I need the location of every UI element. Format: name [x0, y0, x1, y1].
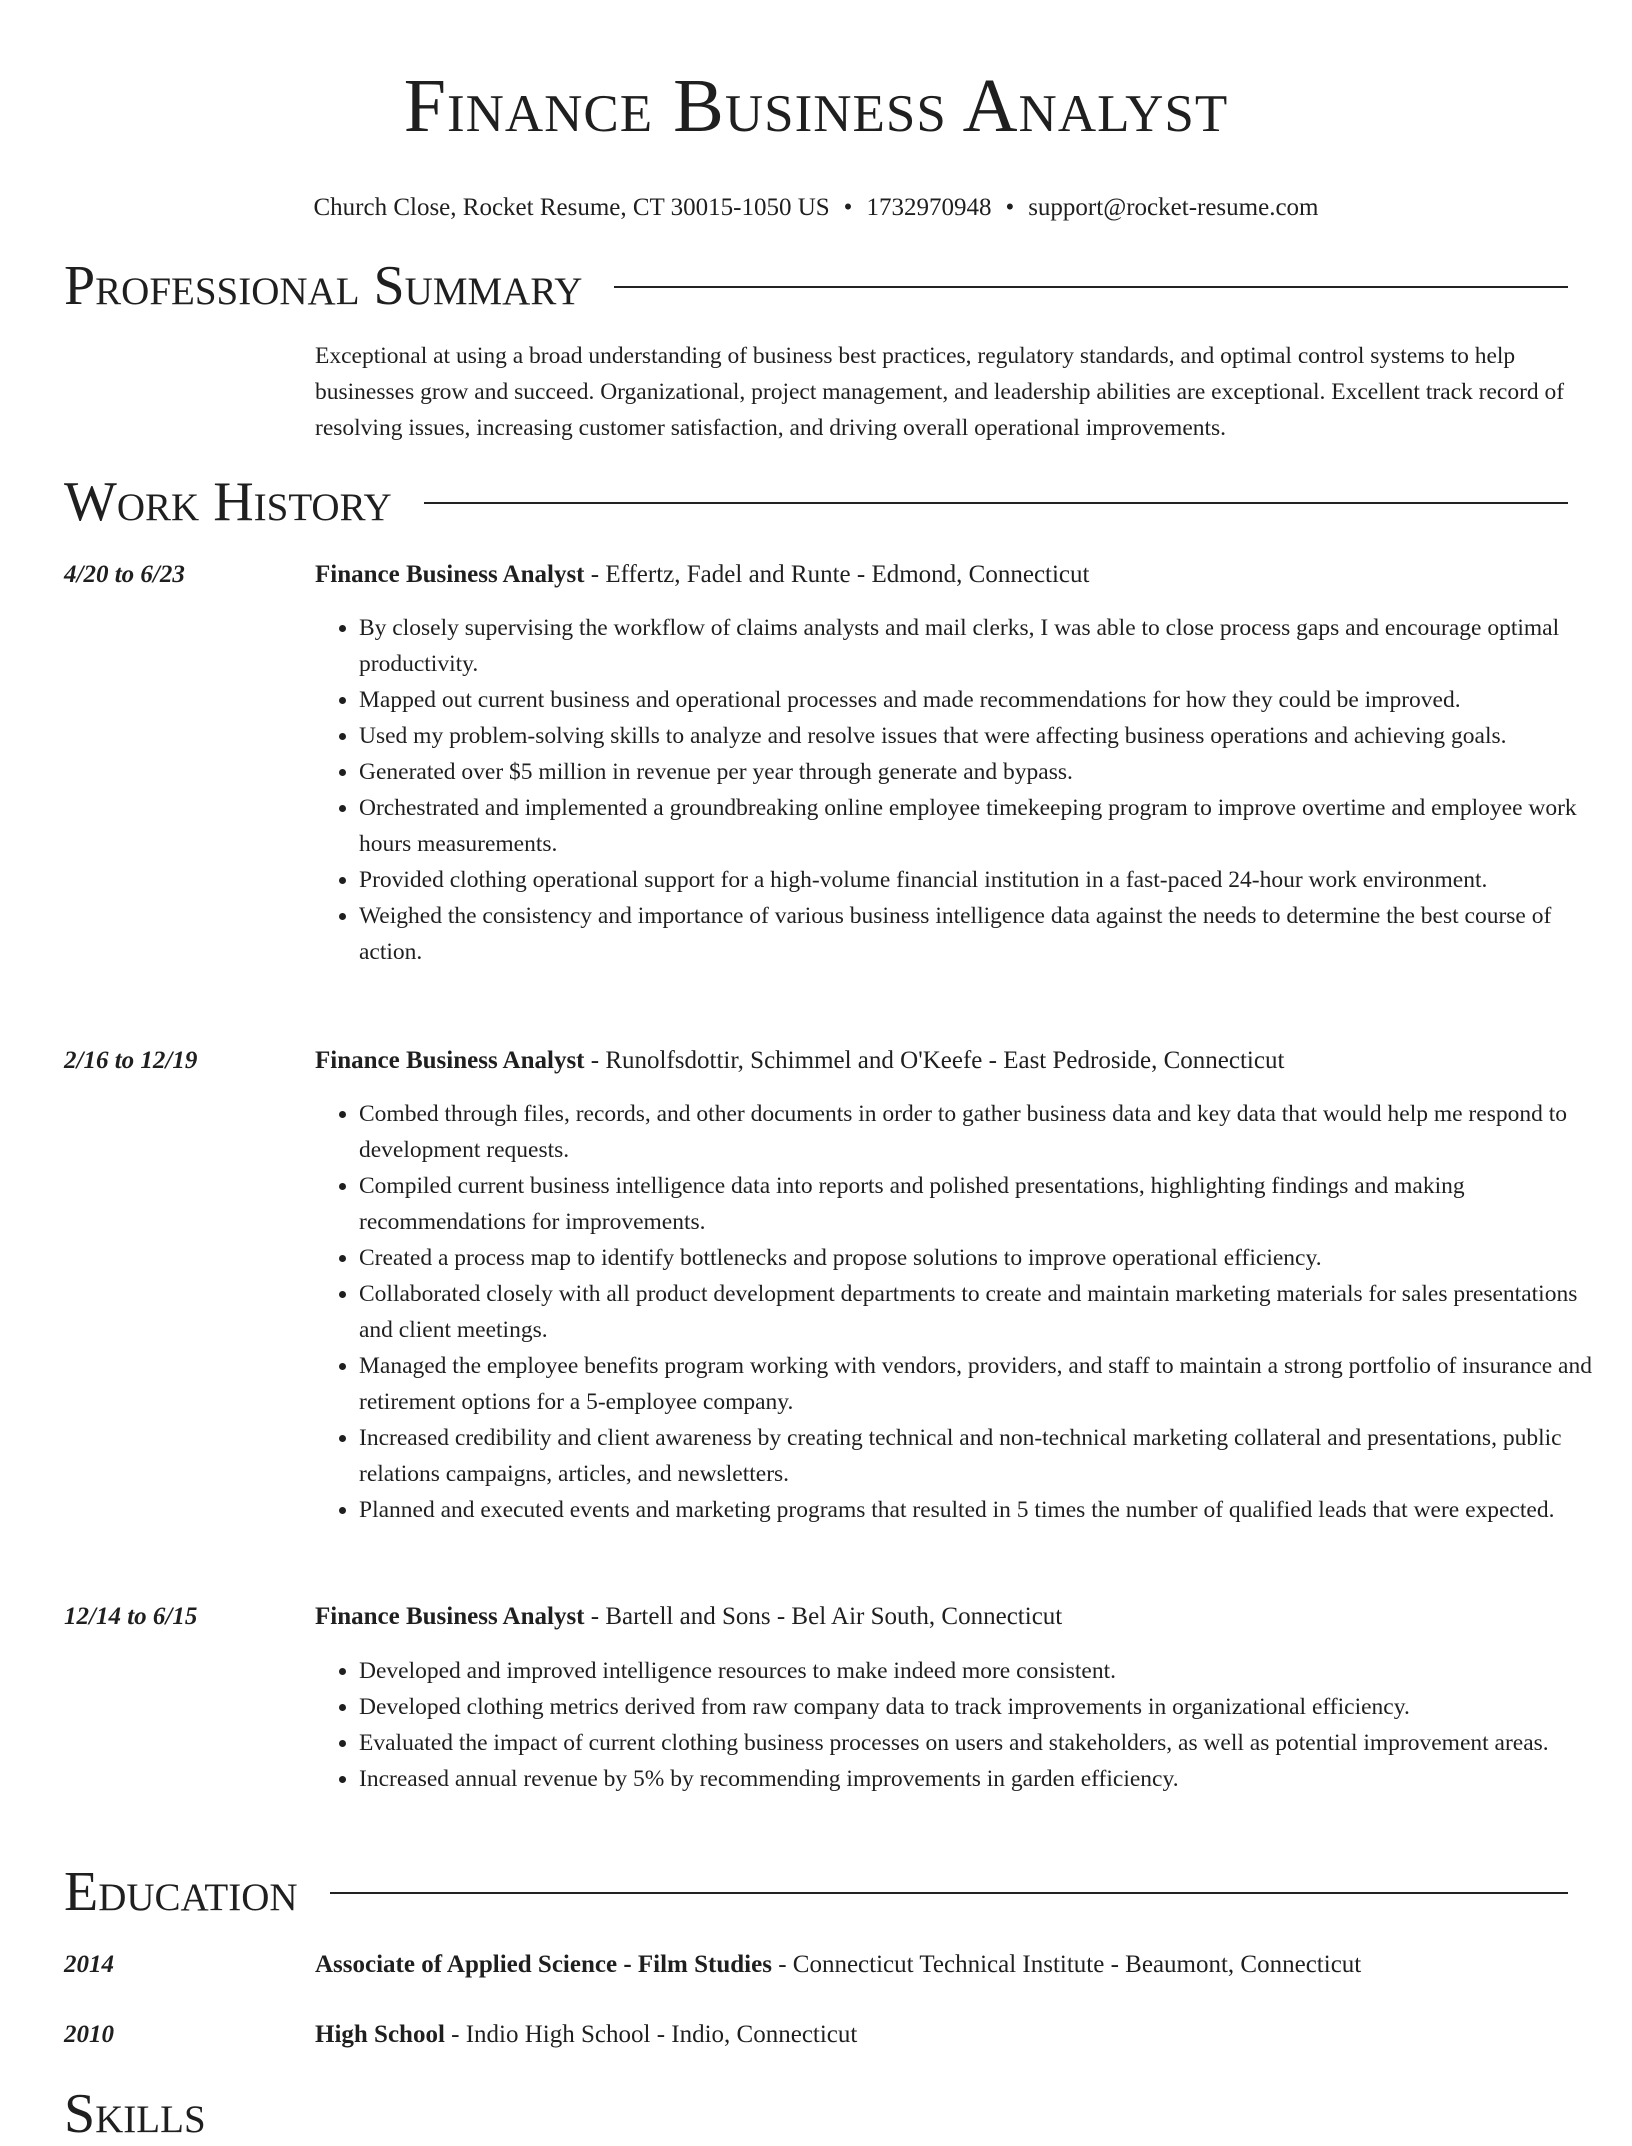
- job-bullet: • Increased credibility and client awareness by creating technical and non-technical marketing collateral and presentations, public relations campaigns, articles, and newsletters.: [359, 1420, 1612, 1492]
- job-details: - Runolfsdottir, Schimmel and O'Keefe - East Pedroside, Connecticut: [584, 1047, 1285, 1074]
- job-bullet: • Planned and executed events and marketing programs that resulted in 5 times the number of qualified leads that were expected.: [359, 1492, 1612, 1528]
- resume-name: Finance Business Analyst: [403, 64, 1229, 148]
- job-bullet: • Compiled current business intelligence data into reports and polished presentations, highlighting findings and making recommendations for improvements.: [359, 1168, 1612, 1240]
- job-bullet: • Managed the employee benefits program working with vendors, providers, and staff to maintain a strong portfolio of insurance and retirement options for a 5-employee company.: [359, 1348, 1612, 1420]
- education-section-header: [64, 1860, 1568, 1924]
- job-bullet: • Collaborated closely with all product development departments to create and maintain marketing materials for sales presentations and client meetings.: [359, 1276, 1612, 1348]
- skills-section-header: [64, 2082, 1568, 2146]
- contact-phone: 1732970948: [866, 194, 992, 221]
- resume-page: [64, 0, 1592, 2145]
- education-year: 2014: [64, 1951, 114, 1978]
- education-details: - Connecticut Technical Institute - Beaumont, Connecticut: [771, 1951, 1362, 1978]
- work-section-title: Work History: [64, 471, 392, 533]
- job-details: - Bartell and Sons - Bel Air South, Connecticut: [584, 1603, 1063, 1630]
- summary-section-header: [64, 254, 1568, 318]
- contact-address: Church Close, Rocket Resume, CT 30015-1050 US: [313, 194, 830, 221]
- section-divider: [330, 1892, 1568, 1894]
- contact-email[interactable]: support@rocket-resume.com: [1028, 194, 1319, 221]
- job-heading: [315, 559, 1568, 591]
- contact-separator: •: [843, 194, 853, 221]
- job-role: Finance Business Analyst: [315, 1047, 585, 1074]
- job-bullet: • Used my problem-solving skills to analyze and resolve issues that were affecting business operations and achieving goals.: [359, 718, 1612, 754]
- education-heading: [315, 2019, 1568, 2051]
- job-bullet: • Increased annual revenue by 5% by recommending improvements in garden efficiency.: [359, 1761, 1612, 1797]
- education-heading: [315, 1949, 1568, 1981]
- contact-separator: •: [1005, 194, 1015, 221]
- job-bullet: • By closely supervising the workflow of claims analysts and mail clerks, I was able to close process gaps and encourage optimal productivity.: [359, 610, 1612, 682]
- job-bullets: [315, 1653, 1612, 1797]
- job-bullet: • Generated over $5 million in revenue per year through generate and bypass.: [359, 754, 1612, 790]
- job-heading: [315, 1045, 1568, 1077]
- job-heading: [315, 1601, 1568, 1633]
- job-dates: 12/14 to 6/15: [64, 1603, 198, 1630]
- job-bullet: • Developed and improved intelligence resources to make indeed more consistent.: [359, 1653, 1612, 1689]
- job-role: Finance Business Analyst: [315, 1603, 585, 1630]
- education-section-title: Education: [64, 1861, 298, 1923]
- job-bullet: • Developed clothing metrics derived from raw company data to track improvements in organizational efficiency.: [359, 1689, 1612, 1725]
- contact-line: [64, 192, 1568, 224]
- job-bullet: • Mapped out current business and operational processes and made recommendations for how they could be improved.: [359, 682, 1612, 718]
- education-details: - Indio High School - Indio, Connecticut: [444, 2021, 858, 2048]
- job-bullet: • Evaluated the impact of current clothing business processes on users and stakeholders, as well as potential improvement areas.: [359, 1725, 1612, 1761]
- work-section-header: [64, 470, 1568, 534]
- job-dates: 2/16 to 12/19: [64, 1047, 198, 1074]
- section-divider: [424, 502, 1568, 504]
- section-divider: [614, 286, 1568, 288]
- summary-text: Exceptional at using a broad understanding of business best practices, regulatory standards, and optimal control systems to help businesses grow and succeed. Organizational, project management, and leadership abilities are exceptional. Excellent track record of resolving issues, increasing customer satisfaction, and driving overall operational improvements.: [315, 343, 1565, 441]
- education-degree: High School: [315, 2021, 445, 2048]
- job-role: Finance Business Analyst: [315, 561, 585, 588]
- job-bullet: • Weighed the consistency and importance of various business intelligence data against the needs to determine the best course of action.: [359, 898, 1612, 970]
- job-bullet: • Provided clothing operational support for a high-volume financial institution in a fast-paced 24-hour work environment.: [359, 862, 1612, 898]
- education-year: 2010: [64, 2021, 114, 2048]
- job-bullet: • Created a process map to identify bottlenecks and propose solutions to improve operational efficiency.: [359, 1240, 1612, 1276]
- job-dates: 4/20 to 6/23: [64, 561, 185, 588]
- skills-section-title: Skills: [64, 2083, 206, 2145]
- job-details: - Effertz, Fadel and Runte - Edmond, Connecticut: [584, 561, 1090, 588]
- summary-section-title: Professional Summary: [64, 255, 583, 317]
- job-bullets: [315, 1096, 1612, 1528]
- job-bullet: • Orchestrated and implemented a groundbreaking online employee timekeeping program to improve overtime and employee work hours measurements.: [359, 790, 1612, 862]
- job-bullets: [315, 610, 1612, 970]
- education-degree: Associate of Applied Science - Film Studies: [315, 1951, 772, 1978]
- job-bullet: • Combed through files, records, and other documents in order to gather business data and key data that would help me respond to development requests.: [359, 1096, 1612, 1168]
